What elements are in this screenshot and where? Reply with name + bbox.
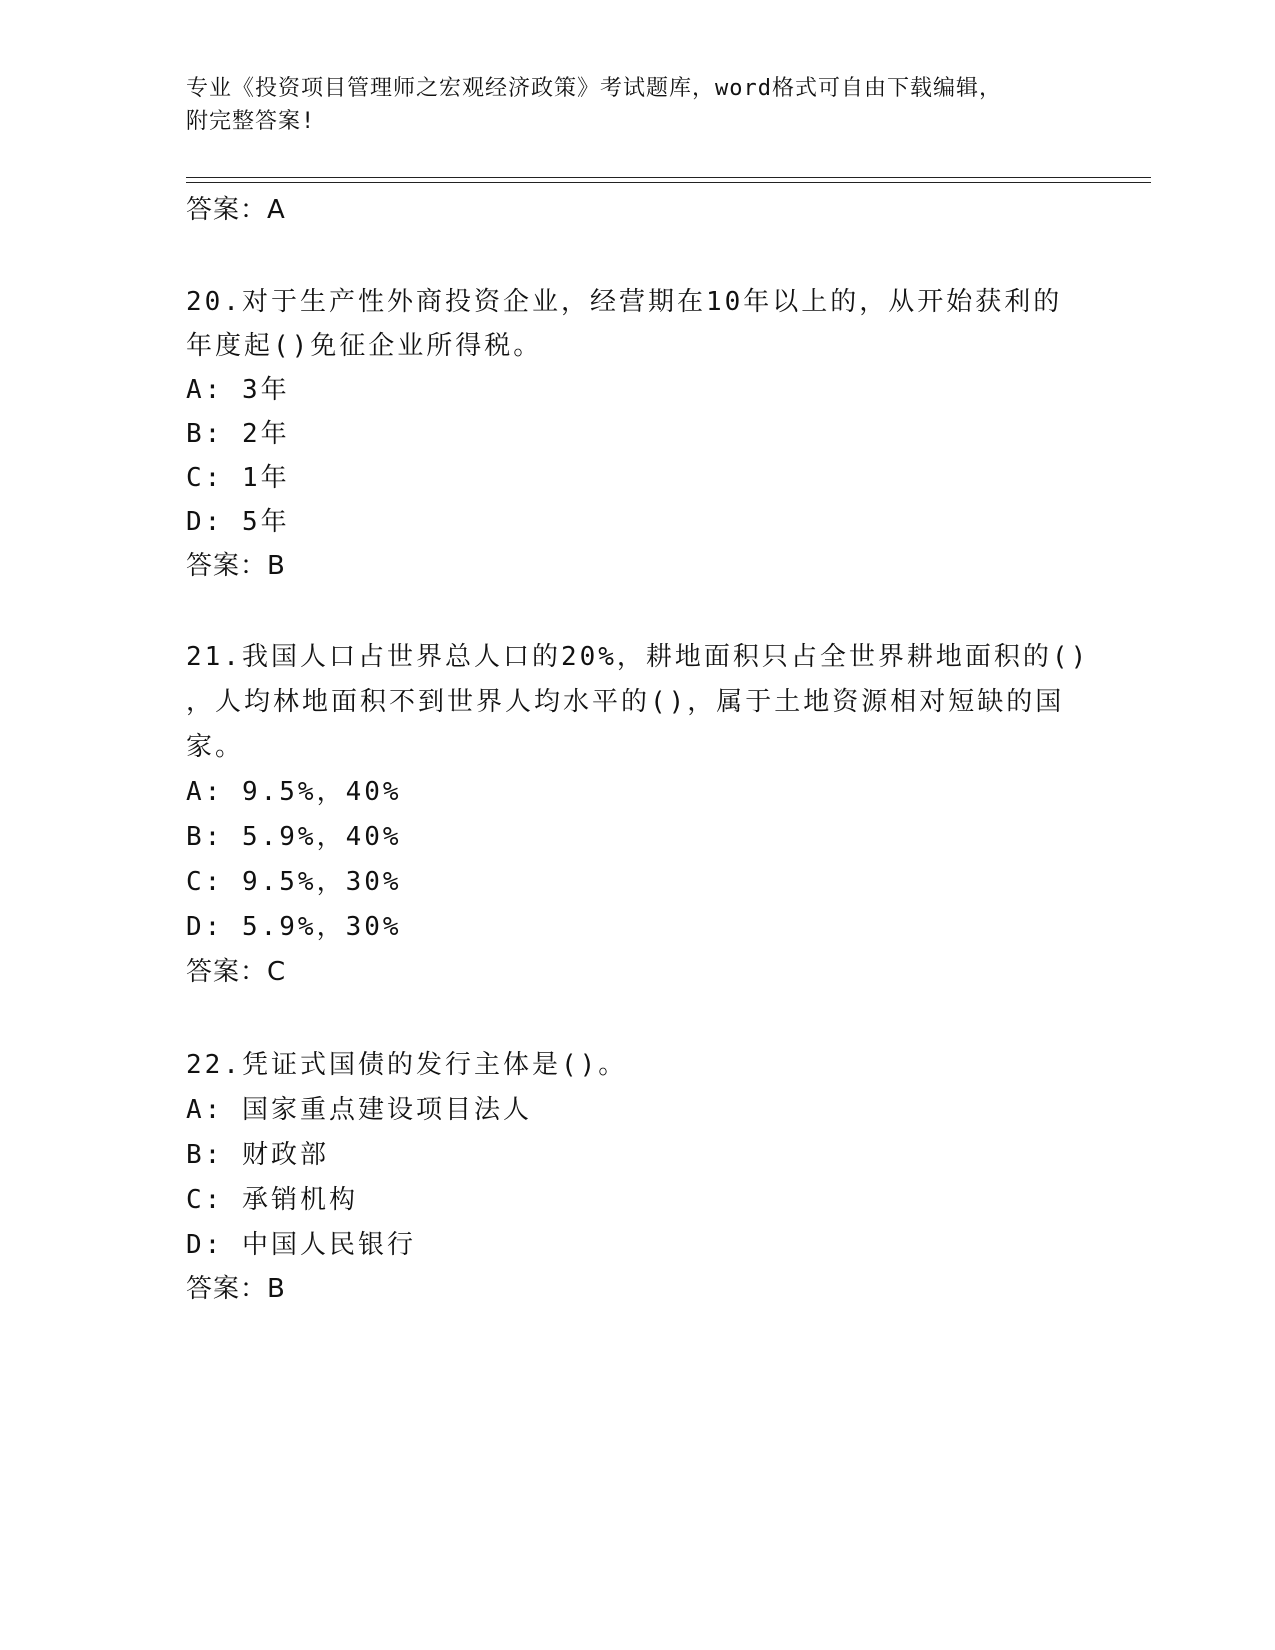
question-22-answer: 答案：B <box>186 1274 286 1304</box>
header-divider-bottom <box>186 182 1151 183</box>
header-divider-top <box>186 177 1151 178</box>
question-20-option-c: C: 1年 <box>186 463 290 493</box>
question-20-stem-line-1: 20.对于生产性外商投资企业，经营期在10年以上的，从开始获利的 <box>186 287 1063 317</box>
header-line-1: 专业《投资项目管理师之宏观经济政策》考试题库，word格式可自由下载编辑， <box>186 76 1002 101</box>
question-22-stem-line-1: 22.凭证式国债的发行主体是()。 <box>186 1050 628 1080</box>
question-20-option-a: A: 3年 <box>186 375 290 405</box>
question-22-option-c: C: 承销机构 <box>186 1185 358 1215</box>
document-header <box>186 72 1066 138</box>
question-21-stem-line-2: ，人均林地面积不到世界人均水平的()，属于土地资源相对短缺的国 <box>186 687 1065 717</box>
question-22-option-a: A: 国家重点建设项目法人 <box>186 1095 532 1125</box>
question-20-option-b: B: 2年 <box>186 419 290 449</box>
question-21-answer: 答案：C <box>186 957 287 987</box>
question-21-option-b: B: 5.9%，40% <box>186 822 402 852</box>
question-21-option-c: C: 9.5%，30% <box>186 867 402 897</box>
header-line-2: 附完整答案! <box>186 109 316 134</box>
question-22-option-d: D: 中国人民银行 <box>186 1230 416 1260</box>
question-22-option-b: B: 财政部 <box>186 1140 329 1170</box>
question-20-answer: 答案：B <box>186 551 286 581</box>
question-21-option-a: A: 9.5%，40% <box>186 777 402 807</box>
question-20-option-d: D: 5年 <box>186 507 290 537</box>
previous-answer: 答案：A <box>186 195 286 225</box>
question-21-stem-line-1: 21.我国人口占世界总人口的20%，耕地面积只占全世界耕地面积的() <box>186 642 1090 672</box>
question-21-option-d: D: 5.9%，30% <box>186 912 402 942</box>
question-20-stem-line-2: 年度起()免征企业所得税。 <box>186 331 543 361</box>
question-21-stem-line-3: 家。 <box>186 732 245 762</box>
